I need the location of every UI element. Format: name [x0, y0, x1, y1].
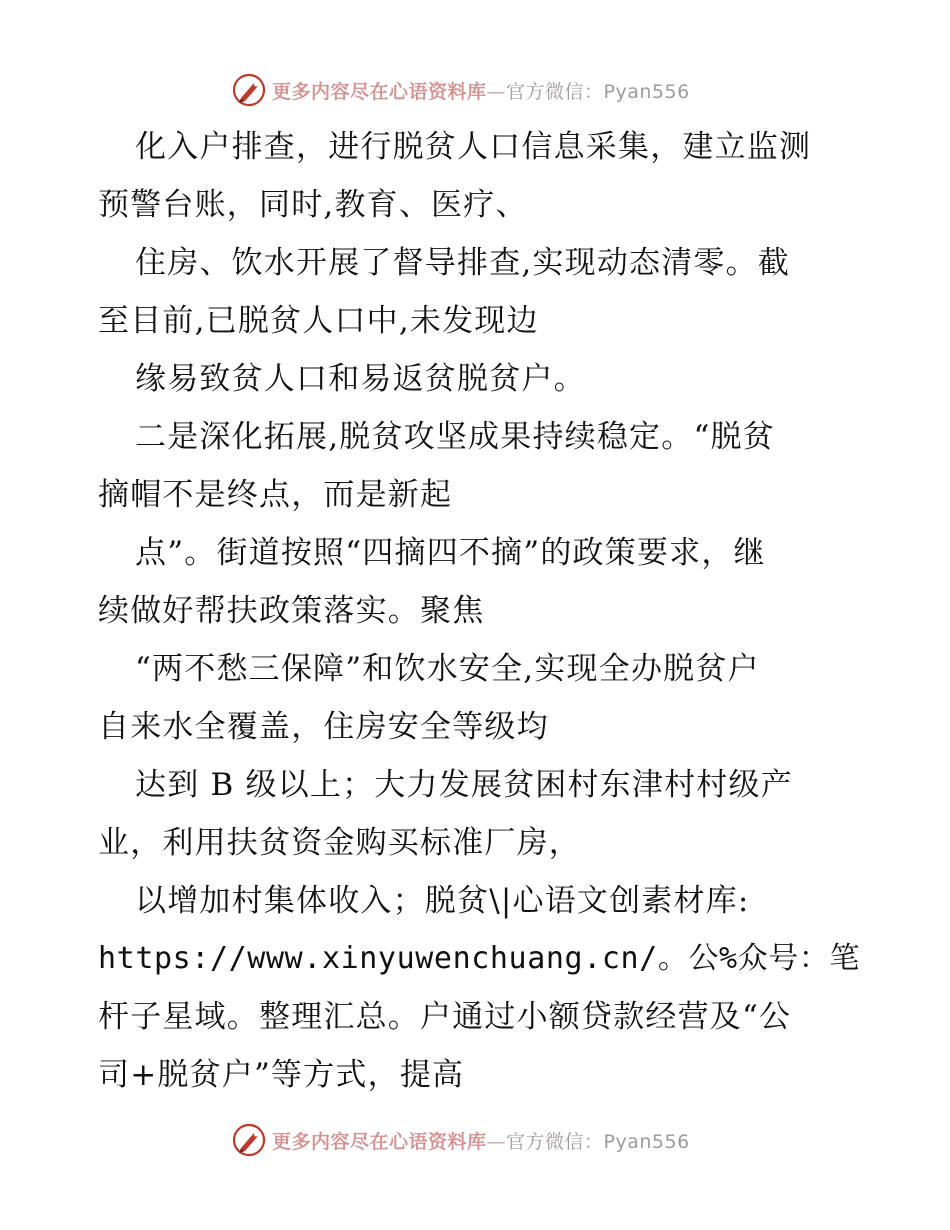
body-line-url: https://www.xinyuwenchuang.cn/。公%众号：笔	[98, 941, 861, 976]
body-line: 杆子星域。整理汇总。户通过小额贷款经营及“公	[98, 999, 792, 1035]
body-line: 预警台账，同时,教育、医疗、	[98, 187, 528, 223]
header-banner	[232, 72, 690, 108]
body-line: 至目前,已脱贫人口中,未发现边	[98, 303, 539, 339]
footer-banner	[232, 1122, 690, 1158]
body-line: 业，利用扶贫资金购买标准厂房，	[98, 825, 581, 861]
header-banner-separator: —	[486, 80, 507, 103]
footer-banner-lead: 更多内容尽在心语资料库	[272, 1130, 487, 1153]
body-line: 司+脱贫户”等方式，提高	[98, 1057, 465, 1093]
body-line: “两不愁三保障”和饮水安全,实现全办脱贫户	[135, 651, 760, 687]
header-banner-text	[272, 77, 690, 104]
footer-banner-separator: —	[486, 1130, 507, 1153]
header-banner-wechat: 官方微信：Pyan556	[506, 80, 690, 103]
footer-banner-text	[272, 1127, 690, 1154]
pen-logo-icon	[232, 73, 266, 107]
body-line: 摘帽不是终点，而是新起	[98, 477, 453, 513]
body-line: 续做好帮扶政策落实。聚焦	[98, 593, 485, 629]
body-line: 缘易致贫人口和易返贫脱贫户。	[135, 361, 586, 397]
header-banner-lead: 更多内容尽在心语资料库	[272, 80, 487, 103]
body-line: 点”。街道按照“四摘四不摘”的政策要求，继	[135, 535, 766, 571]
body-line: 达到 B 级以上；大力发展贫困村东津村村级产	[135, 767, 793, 803]
document-body	[98, 118, 861, 1104]
body-line: 化入户排查，进行脱贫人口信息采集，建立监测	[135, 129, 812, 165]
footer-banner-wechat: 官方微信：Pyan556	[506, 1130, 690, 1153]
body-line: 以增加村集体收入；脱贫\|心语文创素材库:	[135, 883, 750, 919]
pen-logo-icon	[232, 1123, 266, 1157]
body-line: 住房、饮水开展了督导排查,实现动态清零。截	[135, 245, 791, 281]
body-line: 自来水全覆盖，住房安全等级均	[98, 709, 549, 745]
body-line: 二是深化拓展,脱贫攻坚成果持续稳定。“脱贫	[135, 419, 775, 455]
